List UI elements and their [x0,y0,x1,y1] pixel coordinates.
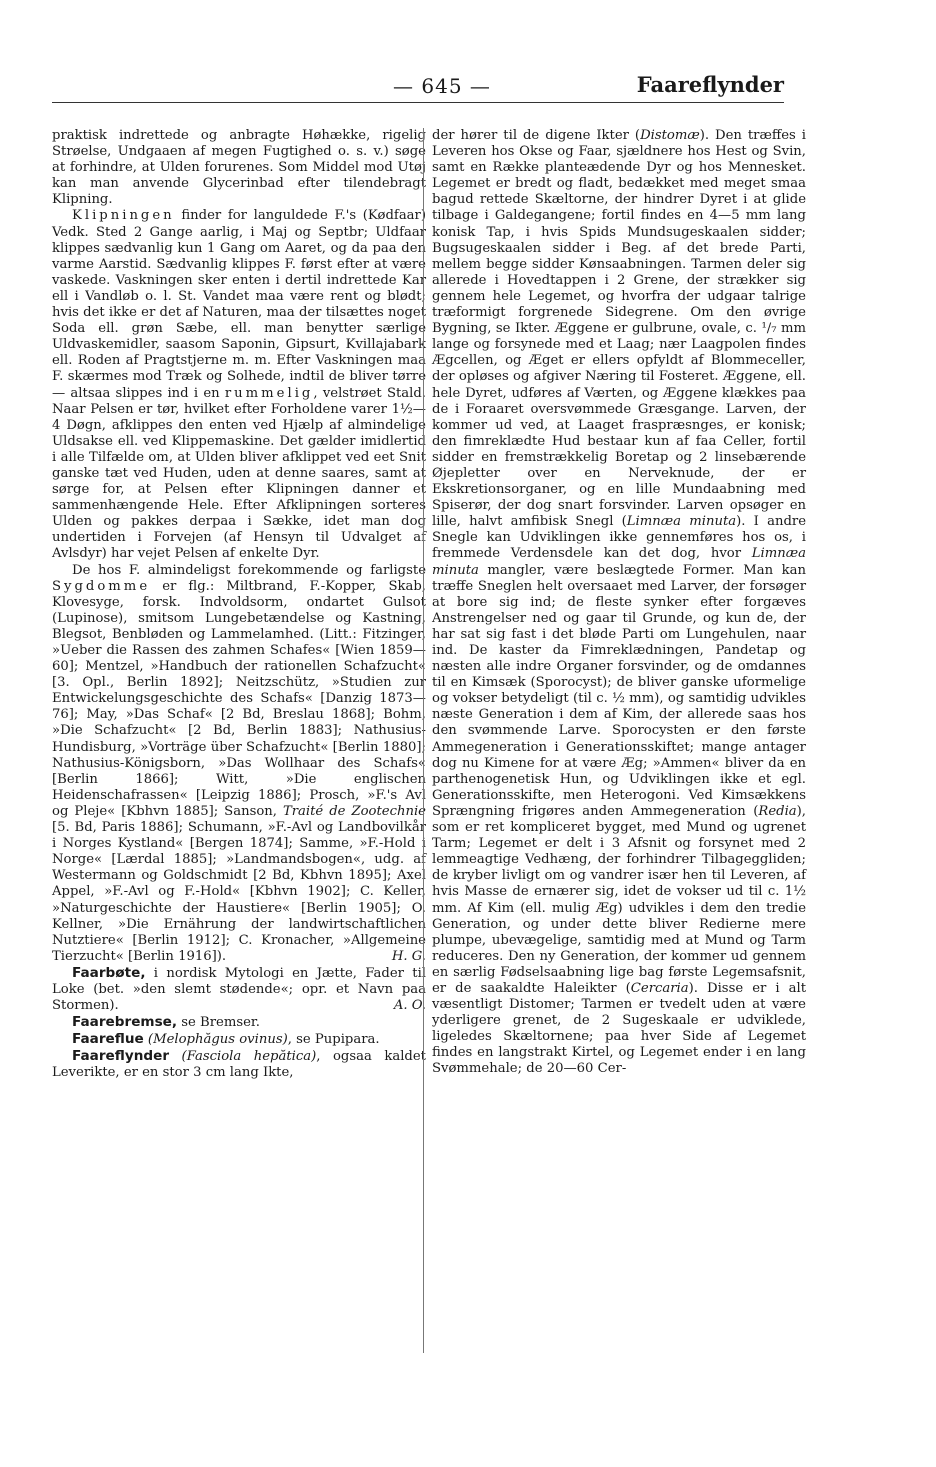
running-head: Faareflynder [636,72,784,97]
latin-name: (Fasciola hepătica) [169,1049,317,1065]
text-run: Fitzinger, »Ueber die Rassen des zahmen Schafes« [Wien 1859—60]; Mentzel, »Handbuch der rationellen Schafzucht« [3. Opl., Berlin 1892]; Neitzschütz, »Studien zur Entwickelungsgeschichte des Schafs« [Danzig 1873—76]; May, »Das Schaf« [2 Bd, Breslau 1868]; Bohm, »Die Schafzucht« [2 Bd, Berlin 1883]; Nathusius-Hundisburg, »Vorträge über Schafzucht« [Berlin 1880]; Nathusius-Königsborn, »Das Wollhaar des Schafs« [Berlin 1866]; Witt, »Die englischen Heidenschafrassen« [Leipzig 1886]; Prosch, »F.'s Avl og Pleje« [Kbhvn 1885]; Sanson, [52,626,426,819]
left-column [52,128,426,1082]
page-number: — 645 — [393,74,491,98]
column-divider [423,128,424,1353]
text-run: ). Den træffes i Leveren hos Okse og Faar, sjældnere hos Hest og Svin, samt en Række planteædende Dyr og hos Mennesket. Legemet er bredt og fladt, bedækket med meget smaa bagud rettede Skæltorne, der hindrer Dyret i at glide tilbage i Galdegangene; fortil findes en 4—5 mm lang konisk Tap, i hvis Spids Mundsugeskaalen sidder; Bugsugeskaalen sidder i Beg. af det brede Parti, mellem begge sidder Kønsaabningen. Tarmen deler sig allerede i Hovedtappen i 2 Grene, der strækker sig gennem hele Legemet, og hvorfra der udgaar talrige træformigt forgrenede Sidegrene. Om den øvrige Bygning, se Ikter. Æggene er gulbrune, ovale, c. ¹/₇ mm lange og forsynede med et Laag; nær Laagpolen findes Ægcellen, og Æget er ellers opfyldt af Blommeceller, der opløses og afgiver Næring til Fosteret. Æggene, ell. hele Dyret, udføres af Værten, og Æggene klækkes paa de i Foraaret oversvømmede Græsgange. Larven, der kommer ud ved, at Laaget fraspræsnges, er konisk; den fimreklædte Hud bestaar kun af faa Celler, fortil sidder en fremstrækkelig Boretap og 2 linsebærende Øjepletter over en Nerveknude, der er Ekskretionsorganer, og en lille Mundaabning med Spiserør, der dog snart forsvinder. Larven opsøger en lille, halvt amfibisk Snegl ( [432,128,806,530]
paragraph [432,128,806,1078]
text-run: , ogsaa kaldet Leverikte, er en stor 3 cm lang Ikte, [52,1049,426,1081]
entry-headword: Faarbøte, [72,964,146,981]
text-run: De hos F. almindeligst forekommende og farligste [72,562,426,578]
text-run: finder for languldede F.'s (Kødfaar) Vedk. Sted 2 Gange aarlig, i Maj og Septbr; Uldfaar klippes sædvanlig kun 1 Gang om Aaret, og da paa den varme Aarstid. Sædvanlig klippes F. først efter at være vaskede. Vaskningen sker enten i dertil indrettede Kar ell i Vandløb o. l. St. Vandet maa være rent og blødt; hvis det ikke er det af Naturen, maa der tilsættes noget Soda ell. grøn Sæbe, ell. man benytter særlige Uldvaskemidler, saasom Saponin, Gipsurt, Kvillajabark ell. Roden af Pragtstjerne m. m. Efter Vaskningen maa F. skærmes mod Træk og Solhede, indtil de bliver tørre — altsaa slippes ind i en [52,208,426,401]
latin-name: Distomæ [640,128,700,143]
text-run: ). Disse er i alt væsentligt Distomer; Tarmen er tvedelt uden at være yderligere grenet, de 2 Sugeskaale er udviklede, ligeledes Skæltornene; paa hver Side af Legemet findes en langstrakt Kirtel, og Legemet ender i en lang Svømmehale; de 20—60 Cer- [432,980,806,1077]
paragraph: praktisk indrettede og anbragte Høhække, rigelig Strøelse, Undgaaen af megen Fugtighed o. s. v.) søge at forhindre, at Ulden forurenes. Som Middel mod Utøj kan man anvende Glycerinbad efter tilendebragt Klipning. [52,128,426,208]
text-run: , velstrøet Stald. Naar Pelsen er tør, hvilket efter Forholdene varer 1½—4 Døgn, afklippes den enten ved Hjælp af almindelige Uldsakse ell. ved Klippemaskine. Det gælder imidlertid i alle Tilfælde om, at Ulden bliver afklippet ved eet Snit ganske tæt ved Huden, uden at denne saares, samt at sørge for, at Pelsen efter Klipningen danner et sammenhængende Hele. Efter Afklipningen sorteres Ulden og pakkes derpaa i Sække, idet man dog undertiden i Forvejen (af Hensyn til Udvalget af Avlsdyr) har vejet Pelsen af enkelte Dyr. [52,385,426,562]
entry-faareflue [52,1031,426,1048]
right-column [432,128,806,1078]
text-run: mangler, være beslægtede Former. Man kan træffe Sneglen helt oversaaet med Larver, der forsøger at bore sig ind; de fleste synker efter forgæves Anstrengelser ned og gaar til Grunde, og kun de, der har sat sig fast i det bløde Parti om Lungehulen, naar ind. De kaster da Fimreklædningen, Pandetap og næsten alle indre Organer forsvinder, og de omdannes til en Kimsæk (Sporocyst); de bliver ganske uformelige og vokser betydeligt (til c. ½ mm), og samtidig udvikles næste Generation i dem af Kim, der allerede saas hos den svømmende Larve. Sporocysten er den første Ammegeneration i Generationsskiftet; mange antager dog nu Kimene for at være Æg; »Ammen« bliver da en parthenogenetisk Hun, og Udviklingen ikke et egl. Generationsskifte, men Heterogoni. Ved Kimsækkens Sprængning frigøres anden Ammegeneration ( [432,562,806,819]
latin-name: Limnæa minuta [432,546,806,578]
text-run: ), som er ret kompliceret bygget, med Mund og ugrenet Tarm; Legemet er delt i 3 Afsnit og forsynet med 2 lemmeagtige Vedhæng, der forhindrer Tilbageggliden; de kryber livligt om og vandrer især hen til Leveren, af hvis Masse de ernærer sig, idet de vokser ud til c. 1½ mm. Af Kim (ell. mulig Æg) udvikles i dem den tredie Generation, og under dette bliver Redierne mere plumpe, ubevægelige, samtidig med at Mund og Tarm reduceres. Den ny Generation, der kommer ud gennem en særlig Fødselsaabning lige bag første Legemsafsnit, er de saakaldte Haleikter ( [432,803,806,996]
author-signature: H. G. [391,948,426,964]
italic-title: Traité de Zootechnie [282,803,426,819]
spaced-term: Klipningen [72,208,175,224]
author-signature: A. O. [393,998,426,1014]
entry-faarbote [52,965,426,1014]
text-run: er flg.: Miltbrand, F.-Kopper, Skab, Klovesyge, forsk. Indvoldsorm, ondartet Gulsot (Lupinose), smitsom Lungebetændelse og Kastning, Blegsot, Benbløden og Lammelamhed. (Litt.: [52,578,426,642]
latin-name: Redia [758,803,797,819]
text-run: se Bremser. [177,1015,260,1031]
spaced-term: Sygdomme [52,578,151,594]
entry-faareflynder [52,1048,426,1081]
spaced-term: rummelig [224,385,314,401]
latin-name: (Melophăgus ovinus) [143,1032,288,1048]
entry-headword: Faareflynder [72,1048,170,1065]
entry-faarebremse [52,1014,426,1031]
page-header [52,72,784,102]
entry-headword: Faarebremse, [72,1014,178,1031]
header-rule [52,102,784,103]
text-run: , se Pupipara. [287,1032,380,1048]
text-run: i nordisk Mytologi en Jætte, Fader til Loke (bet. »den slemt stødende«; opr. et Navn paa Stormen). [52,965,426,1014]
text-run: ). I andre Snegle kan Udviklingen ikke gennemføres hos os, i fremmede Verdensdele kan det dog, hvor [432,514,806,562]
paragraph [52,208,426,562]
paragraph [52,563,426,965]
latin-name: Limnæa minuta [626,514,737,530]
latin-name: Cercaria [630,980,689,996]
text-run: [5. Bd, Paris 1886]; Schumann, »F.-Avl og Landbovilkår i Norges Kystland« [Bergen 1874]; Samme, »F.-Hold i Norge« [Lærdal 1885]; »Landmandsbogen«, udg. af Westermann og Goldschmidt [2 Bd, Kbhvn 1895]; Axel Appel, »F.-Avl og F.-Hold« [Kbhvn 1902]; C. Keller, »Naturgeschichte der Haustiere« [Berlin 1905]; O. Kellner, »Die Ernährung der landwirtschaftlichen Nutztiere« [Berlin 1912]; C. Kronacher, »Allgemeine Tierzucht« [Berlin 1916]). [52,820,426,964]
entry-headword: Faareflue [72,1031,144,1048]
text-run: der hører til de digene Ikter ( [432,128,641,143]
